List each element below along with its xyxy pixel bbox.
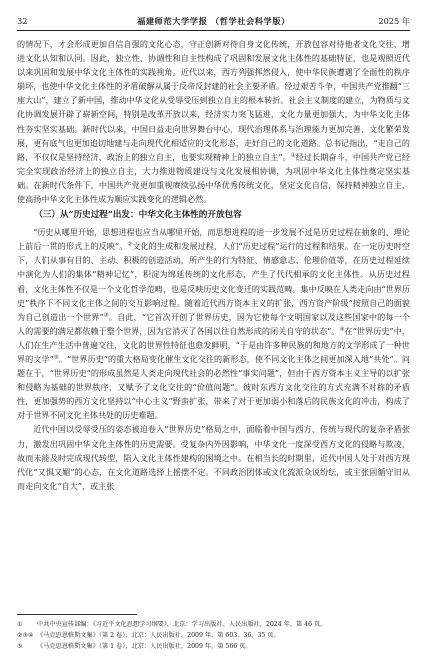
footnote [17,630,410,641]
footnote-text: 《马克思恩格斯文集》（第 2 卷），北京：人民出版社，2009 年，第 603、36、35 页。 [37,632,280,639]
footnote [17,641,410,652]
footnote-mark: ②③④ [17,632,34,639]
paragraph [17,37,410,206]
paragraph [17,225,410,422]
journal-title: 福建师范大学学报 （哲学社会科学版） [137,16,290,26]
page-number: 32 [17,16,28,26]
footnote-mark: ① [17,621,23,628]
paragraph-text: 的情况下，才会形成更加自信自强的文化心态，守正创新对待自身文化传统，开放包容对待他者文化交往，增进文化认知和认同。因此，独立性、协调性和自主性构成了巩固和发展文化主体性的基础特征，也是观照近代以来巩固和发展中华文化主体性的实践视角。近代以来，西方列强挥然侵入，使中华民族遭遇了全面性的秩序崩坏，也使中华文化主体性的矛盾破解从属于反帝反封建的社会主要矛盾。经过艰苦斗争，中国共产党推翻“三座大山”，建立了新中国，推动中华文化从受辱受压到独立自主的根本转折。社会主义制度的建立，为物质与文化协调发展开辟了崭新空间，特别是改革开放以来，经济实力突飞猛进，文化力量更加强大，为中华文化主体性夯实坚实基础。新时代以来，中国日益走向世界舞台中心，现代治理体系与治理能力更加完善，文化繁荣发展，更有底气也更加追切地建与走向现代化相适应的文化形态，走好自己的文化道路。总书记指出，“走自己的路，不仅仅是坚持经济、政治上的独立自主，也要实现精神上的独立自主”。 [17,39,410,162]
footnote-text: 中共中央宣传部编：《习近平文化思想学习纲要》，北京：学习出版社、人民出版社，2024 年，第 46 页。 [37,621,327,628]
footnote-marker: ⑤ [53,354,59,361]
footnote-marker: ① [290,152,296,159]
footnote-marker: ② [127,241,133,248]
footnote-text: 《马克思恩格斯文集》（第 1 卷），北京：人民出版社，2009 年，第 566 页。 [37,643,252,650]
paragraph-text: 经过长期奋斗，中国共产党已经完全实现政治经济上的独立自主，大力推进物质建设与文化发展相协调，为巩固中华文化主体性奠定坚实基础。在新时代条件下，中国共产党更加重视赓续弘扬中华优秀传统文化，坚定文化自信，保持精神独立自主，使高扬中华文化主体性成为顺应实践变化的逻辑必然。 [17,151,410,205]
paragraph-text: 在“世界历史”中，人们在生产生活中普遍交往，文化的世界性特征也愈发鲜明，“于是由许多种民族的和地方的文学形成了一种世界的文学” [17,325,410,364]
footnote [17,619,410,630]
running-header [17,14,410,31]
footnote-rule [17,614,137,615]
footnotes [17,614,410,652]
issue-year: 2025 年 [378,16,410,26]
footnote-marker: ④ [339,326,345,333]
paragraph-text: 文化的生成和发展过程，人们“历史过程”运行的过程和结果。在一定历史时空下，人们从事有目的、主动、积极的创造活动，所产生的行为特征、情感意志、伦理价值等，在历史过程延续中演化为人们的集体“精神记忆”，积淀为绵延传统的文化形态，产生了代代相承的文化主体性。从历史过程看，文化主体性不仅是一个文化哲学范畴，也是反映历史文化变迁的实践范畴。集中反映在人类走向由“世界历史”秩序下不同文化主体之间的交互影响过程。随着近代西方资本主义的扩张，西方资产阶级“按照自己的面貌为自己创造出一个世界” [17,241,410,322]
paragraph-text: 近代中国以受辱受压的姿态被迫卷入“世界历史”格局之中，面临着中国与西方、传统与现代的复杂矛盾张力，激发出巩固中华文化主体性的历史需要。受复杂内外因影响，中华文化一度深受西方文化的侵略与欺凌，故而未能及时完成现代转型，陷入文化主体性建构的困境之中。在相当长的时期里，近代中国人处于对西方现代化“又惧又媚”的心态，在文化道路选择上摇摆不定。不同政治团体或文化流派众说纷纭，或主张固循守旧从而走向文化“自大”，或主张 [17,424,410,491]
body-text [17,37,410,493]
footnote-mark: ⑤ [17,643,23,650]
paragraph-text: 。自此，“它首次开创了世界历史，因为它使每个文明国家以及这些国家中的每一个人的需要的满足都依赖于整个世界，因为它消灭了各国以往自然形成的闭关自守的状态”。 [17,311,410,336]
paragraph-text: “历史从哪里开始，思想进程也应当从哪里开始，而思想进程的进一步发展不过是历史过程在抽象的、理论上前后一贯的形式上的反映”。 [17,227,410,252]
section-heading: （三）从“历史过程”出发：中华文化主体性的开放包容 [34,210,242,221]
paragraph [17,422,410,492]
paragraph-text: 。“世界历史”的重大格局变化催生文化交往的新形态，使不同文化主体之间更加深入地“共处”。问题在于，“世界历史”的形成虽然是人类走向现代社会的必然性“事实问题”，但由于西方资本主义主导的以扩张和侵略为基础的世界秩序，又赋予了文化交往的“价值问题”。彼时东西方文化交往的方式充满不对称的矛盾性，更加强势的西方文化坚持以“中心主义”野蛮扩张，带来了对于更加弱小和落后的民族文化的冲击，构成了对于世界不同文化主体共处的历史难题。 [17,353,410,421]
footnote-marker: ③ [103,312,109,318]
